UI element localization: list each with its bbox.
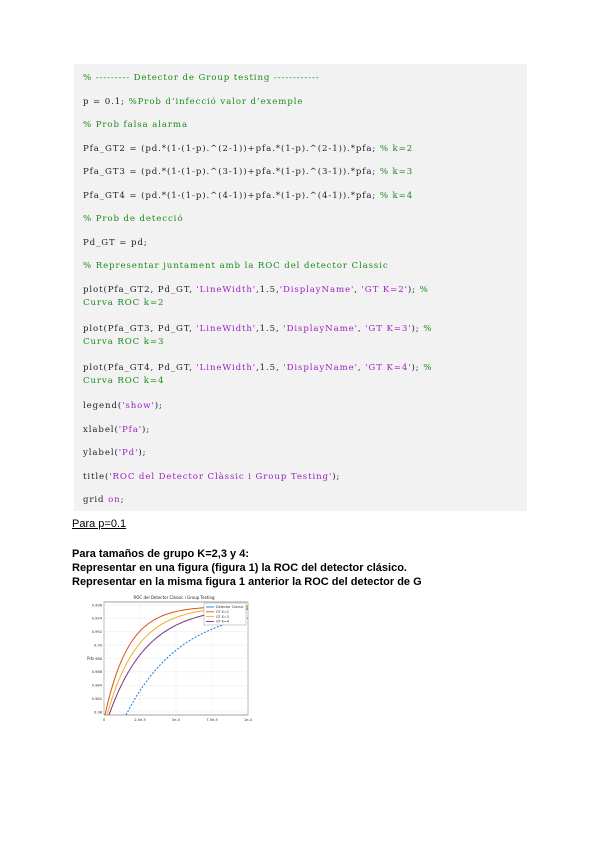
code-line-5 bbox=[83, 166, 413, 179]
code-comment: % bbox=[423, 324, 433, 334]
code-line-11-cont bbox=[83, 336, 164, 349]
code-text: ,1.5, bbox=[256, 285, 280, 295]
code-line-1 bbox=[83, 72, 320, 85]
code-line-16 bbox=[83, 471, 340, 484]
code-line-14 bbox=[83, 424, 150, 437]
y-tick-label: 0.996 bbox=[91, 603, 102, 608]
code-text: , bbox=[354, 285, 362, 295]
code-comment: Curva ROC k=3 bbox=[83, 337, 165, 347]
code-comment: %Prob d’infecció valor d’exemple bbox=[128, 97, 304, 107]
x-tick-label: 7.5e-5 bbox=[206, 718, 218, 722]
x-tick-label: 0 bbox=[102, 718, 106, 722]
code-comment: % Representar juntament amb la ROC del detector Classic bbox=[83, 261, 389, 271]
instruction-line-1: Para tamaños de grupo K=2,3 y 4: bbox=[72, 548, 249, 560]
code-line-6 bbox=[83, 190, 413, 203]
code-text: grid bbox=[83, 495, 109, 505]
code-comment: % k=4 bbox=[379, 191, 414, 201]
code-text: ); bbox=[138, 448, 147, 458]
instruction-line-2: Representar en una figura (figura 1) la ROC del detector clásico. bbox=[72, 562, 407, 574]
y-tick-labels bbox=[92, 603, 103, 714]
y-tick-label: 0.986 bbox=[91, 670, 102, 675]
y-tick-label: 0.988 bbox=[91, 656, 102, 661]
code-line-10 bbox=[83, 284, 429, 297]
code-text: Pfa_GT3 = (pd.*(1-(1-p).^(3-1))+pfa.*(1-p).^(3-1)).*pfa; bbox=[83, 167, 380, 177]
code-line-7 bbox=[83, 213, 183, 226]
code-text: ; bbox=[120, 495, 125, 505]
code-string: 'ROC del Detector Clàssic i Group Testing' bbox=[109, 472, 333, 482]
code-line-9 bbox=[83, 260, 389, 273]
code-text: ); bbox=[407, 285, 420, 295]
code-string: 'LineWidth' bbox=[196, 324, 257, 334]
code-text: , bbox=[357, 324, 366, 334]
code-text: ); bbox=[154, 401, 163, 411]
code-comment: Curva ROC k=4 bbox=[83, 376, 165, 386]
code-line-4 bbox=[83, 143, 413, 156]
x-tick-label: 2.5e-5 bbox=[134, 718, 146, 722]
code-text: xlabel( bbox=[83, 425, 119, 435]
code-line-13 bbox=[83, 400, 163, 413]
code-line-10-cont bbox=[83, 297, 164, 310]
code-text: plot(Pfa_GT3, Pd_GT, bbox=[83, 324, 197, 334]
y-tick-label: 0.984 bbox=[91, 683, 102, 688]
code-line-8 bbox=[83, 237, 148, 250]
code-line-12 bbox=[83, 362, 432, 375]
code-text: ); bbox=[411, 363, 424, 373]
code-line-3 bbox=[83, 119, 188, 132]
code-string: 'DisplayName' bbox=[283, 363, 358, 373]
code-string: 'Pfa' bbox=[118, 425, 143, 435]
instruction-line-3: Representar en la misma figura 1 anterior la ROC del detector de G bbox=[72, 576, 422, 588]
y-tick-label: 0.992 bbox=[91, 630, 102, 635]
code-comment: Curva ROC k=2 bbox=[83, 298, 165, 308]
code-text: ,1.5, bbox=[256, 363, 284, 373]
code-text: plot(Pfa_GT2, Pd_GT, bbox=[83, 285, 197, 295]
code-string: 'Pd' bbox=[118, 448, 139, 458]
para-heading: Para p=0.1 bbox=[72, 518, 127, 530]
code-text: ); bbox=[142, 425, 151, 435]
legend-label: GT K=2 bbox=[216, 610, 229, 614]
code-text: Pd_GT = pd; bbox=[83, 238, 148, 248]
roc-figure bbox=[82, 592, 254, 724]
code-text: ); bbox=[332, 472, 341, 482]
x-tick-label: 5e-5 bbox=[171, 718, 181, 722]
code-comment: % Prob de detecció bbox=[83, 214, 184, 224]
code-text: legend( bbox=[83, 401, 123, 411]
plot-legend bbox=[204, 603, 246, 625]
x-tick-label: 1e-4 bbox=[243, 718, 253, 722]
code-text: ylabel( bbox=[83, 448, 119, 458]
y-tick-label: 0.994 bbox=[91, 616, 102, 621]
code-text: ,1.5, bbox=[256, 324, 284, 334]
code-comment: % Prob falsa alarma bbox=[83, 120, 188, 130]
figure-title: ROC del Detector Clàssic i Group Testing bbox=[133, 595, 215, 600]
code-line-11 bbox=[83, 323, 432, 336]
code-text: , bbox=[357, 363, 366, 373]
y-tick-label: 0.98 bbox=[93, 710, 102, 715]
code-line-2 bbox=[83, 96, 303, 109]
code-string: 'DisplayName' bbox=[283, 324, 358, 334]
code-text: title( bbox=[83, 472, 110, 482]
code-string: 'LineWidth' bbox=[196, 363, 257, 373]
code-block bbox=[74, 64, 527, 511]
code-keyword: on bbox=[108, 495, 121, 505]
roc-figure-svg bbox=[82, 592, 254, 724]
code-string: 'DisplayName' bbox=[279, 285, 355, 295]
code-line-12-cont bbox=[83, 375, 164, 388]
legend-label: GT K=4 bbox=[216, 619, 229, 624]
legend-label: GT K=3 bbox=[216, 614, 229, 619]
code-string: 'GT K=4' bbox=[365, 363, 412, 373]
y-tick-label: 0.982 bbox=[91, 696, 102, 701]
code-comment: % bbox=[419, 285, 429, 295]
y-tick-label: 0.99 bbox=[93, 643, 102, 648]
y-axis-label: Pd bbox=[87, 656, 92, 661]
code-string: 'show' bbox=[122, 401, 155, 411]
code-text: ); bbox=[411, 324, 424, 334]
code-comment: % --------- Detector de Group testing ------------ bbox=[83, 73, 320, 83]
code-string: 'LineWidth' bbox=[196, 285, 257, 295]
code-comment: % bbox=[423, 363, 433, 373]
code-string: 'GT K=3' bbox=[365, 324, 412, 334]
code-string: 'GT K=2' bbox=[361, 285, 408, 295]
code-text: p = 0.1; bbox=[83, 97, 129, 107]
code-text: Pfa_GT2 = (pd.*(1-(1-p).^(2-1))+pfa.*(1-p).^(2-1)).*pfa; bbox=[83, 144, 380, 154]
legend-label: Detector Classic bbox=[216, 605, 244, 610]
code-comment: % k=2 bbox=[379, 144, 414, 154]
code-text: plot(Pfa_GT4, Pd_GT, bbox=[83, 363, 197, 373]
code-comment: % k=3 bbox=[379, 167, 414, 177]
code-text: Pfa_GT4 = (pd.*(1-(1-p).^(4-1))+pfa.*(1-p).^(4-1)).*pfa; bbox=[83, 191, 380, 201]
code-line-15 bbox=[83, 447, 146, 460]
code-line-17 bbox=[83, 494, 124, 507]
